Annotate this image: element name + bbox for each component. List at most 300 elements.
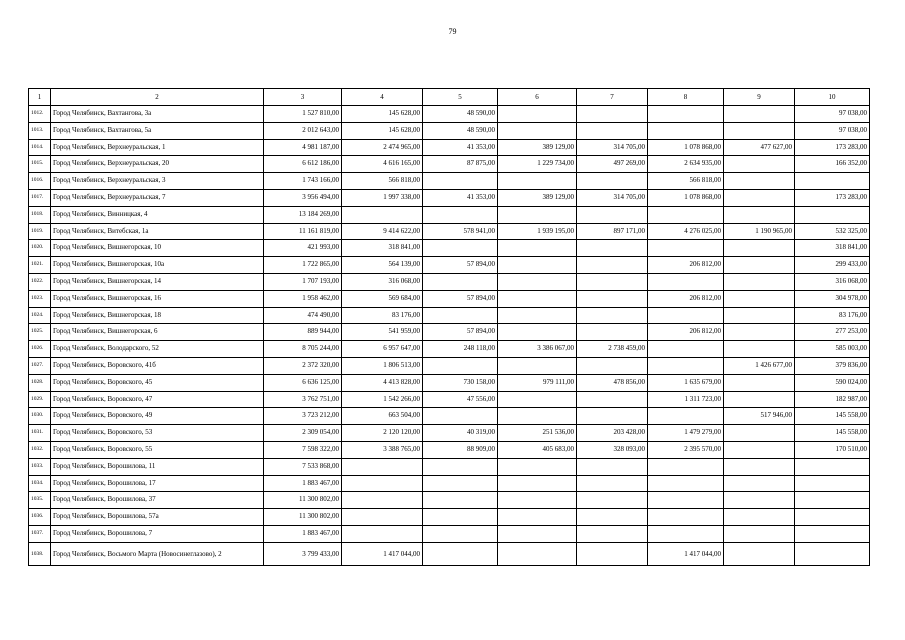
amount-cell: 3 723 212,00 [264,408,342,425]
table-row [29,374,870,391]
amount-cell: 8 705 244,00 [264,341,342,358]
amount-cell [498,542,577,565]
address-cell: Город Челябинск, Верхнеуральская, 20 [51,156,264,173]
row-number-cell: 1036. [29,509,51,526]
amount-cell [648,525,724,542]
amount-cell: 389 129,00 [498,189,577,206]
amount-cell [724,374,795,391]
amount-cell: 314 705,00 [577,139,648,156]
amount-cell [423,458,498,475]
amount-cell [423,307,498,324]
amount-cell: 569 684,00 [342,290,423,307]
amount-cell [724,273,795,290]
address-cell: Город Челябинск, Верхнеуральская, 7 [51,189,264,206]
amount-cell: 145 628,00 [342,106,423,123]
amount-cell: 1 417 044,00 [648,542,724,565]
address-cell: Город Челябинск, Верхнеуральская, 3 [51,173,264,190]
amount-cell: 7 598 322,00 [264,441,342,458]
amount-cell [724,189,795,206]
row-number-cell: 1026. [29,341,51,358]
row-number-cell: 1030. [29,408,51,425]
row-number-cell: 1025. [29,324,51,341]
row-number-cell: 1034. [29,475,51,492]
amount-cell: 3 388 765,00 [342,441,423,458]
table-row [29,173,870,190]
amount-cell: 2 474 965,00 [342,139,423,156]
address-cell: Город Челябинск, Винницкая, 4 [51,206,264,223]
amount-cell: 318 841,00 [342,240,423,257]
amount-cell [648,492,724,509]
amount-cell: 40 319,00 [423,425,498,442]
amount-cell: 206 812,00 [648,324,724,341]
amount-cell [724,106,795,123]
amount-cell: 979 111,00 [498,374,577,391]
column-header-10: 10 [795,89,870,106]
table-row [29,458,870,475]
amount-cell: 182 987,00 [795,391,870,408]
amount-cell [577,106,648,123]
amount-cell [795,173,870,190]
address-cell: Город Челябинск, Воровского, 41б [51,357,264,374]
address-cell: Город Челябинск, Ворошилова, 17 [51,475,264,492]
table-row [29,156,870,173]
amount-cell [724,307,795,324]
address-cell: Город Челябинск, Вишнегорская, 18 [51,307,264,324]
column-header-2: 2 [51,89,264,106]
amount-cell [724,290,795,307]
amount-cell: 389 129,00 [498,139,577,156]
amount-cell: 1 078 868,00 [648,139,724,156]
row-number-cell: 1014. [29,139,51,156]
amount-cell: 1 542 266,00 [342,391,423,408]
amount-cell [423,173,498,190]
amount-cell [648,106,724,123]
amount-cell: 3 799 433,00 [264,542,342,565]
amount-cell [724,206,795,223]
amount-cell [648,509,724,526]
row-number-cell: 1022. [29,273,51,290]
amount-cell [577,290,648,307]
row-number-cell: 1017. [29,189,51,206]
amount-cell: 41 353,00 [423,139,498,156]
row-number-cell: 1012. [29,106,51,123]
amount-cell: 1 743 166,00 [264,173,342,190]
column-header-6: 6 [498,89,577,106]
amount-cell [795,475,870,492]
amount-cell [724,475,795,492]
amount-cell: 889 944,00 [264,324,342,341]
address-cell: Город Челябинск, Витебская, 1а [51,223,264,240]
amount-cell: 1 229 734,00 [498,156,577,173]
amount-cell [577,542,648,565]
table-row [29,240,870,257]
amount-cell: 517 946,00 [724,408,795,425]
table-row [29,475,870,492]
amount-cell: 1 527 810,00 [264,106,342,123]
amount-cell: 13 184 269,00 [264,206,342,223]
amount-cell [423,273,498,290]
row-number-cell: 1019. [29,223,51,240]
table-row [29,357,870,374]
column-header-3: 3 [264,89,342,106]
amount-cell: 41 353,00 [423,189,498,206]
amount-cell: 145 558,00 [795,408,870,425]
data-table [28,88,870,566]
amount-cell: 314 705,00 [577,189,648,206]
address-cell: Город Челябинск, Воровского, 49 [51,408,264,425]
amount-cell: 4 616 165,00 [342,156,423,173]
column-header-4: 4 [342,89,423,106]
table-row [29,189,870,206]
amount-cell [498,257,577,274]
amount-cell [795,206,870,223]
address-cell: Город Челябинск, Вишнегорская, 16 [51,290,264,307]
address-cell: Город Челябинск, Воровского, 45 [51,374,264,391]
amount-cell [577,206,648,223]
amount-cell [423,525,498,542]
amount-cell: 541 959,00 [342,324,423,341]
row-number-cell: 1021. [29,257,51,274]
amount-cell [498,307,577,324]
amount-cell [648,240,724,257]
table-body [29,89,870,566]
amount-cell [498,324,577,341]
amount-cell: 173 283,00 [795,139,870,156]
table-row [29,525,870,542]
amount-cell [498,509,577,526]
amount-cell [648,122,724,139]
amount-cell: 578 941,00 [423,223,498,240]
row-number-cell: 1020. [29,240,51,257]
amount-cell [423,509,498,526]
column-header-9: 9 [724,89,795,106]
amount-cell: 3 956 494,00 [264,189,342,206]
row-number-cell: 1037. [29,525,51,542]
address-cell: Город Челябинск, Ворошилова, 7 [51,525,264,542]
amount-cell: 83 176,00 [342,307,423,324]
amount-cell: 1 190 965,00 [724,223,795,240]
amount-cell: 4 276 025,00 [648,223,724,240]
amount-cell: 87 875,00 [423,156,498,173]
amount-cell [724,425,795,442]
amount-cell [724,341,795,358]
amount-cell: 897 171,00 [577,223,648,240]
address-cell: Город Челябинск, Ворошилова, 37 [51,492,264,509]
amount-cell [498,173,577,190]
amount-cell: 2 738 459,00 [577,341,648,358]
amount-cell [342,475,423,492]
row-number-cell: 1031. [29,425,51,442]
amount-cell: 4 413 828,00 [342,374,423,391]
amount-cell: 1 311 723,00 [648,391,724,408]
amount-cell: 3 386 067,00 [498,341,577,358]
row-number-cell: 1013. [29,122,51,139]
address-cell: Город Челябинск, Вахтангова, 3а [51,106,264,123]
amount-cell [577,391,648,408]
amount-cell: 57 894,00 [423,290,498,307]
amount-cell [724,525,795,542]
amount-cell: 83 176,00 [795,307,870,324]
amount-cell: 248 118,00 [423,341,498,358]
amount-cell: 304 978,00 [795,290,870,307]
amount-cell [577,324,648,341]
amount-cell: 88 909,00 [423,441,498,458]
address-cell: Город Челябинск, Вишнегорская, 10 [51,240,264,257]
amount-cell [795,509,870,526]
amount-cell [342,458,423,475]
address-cell: Город Челябинск, Вишнегорская, 6 [51,324,264,341]
amount-cell [724,122,795,139]
amount-cell: 566 818,00 [342,173,423,190]
row-number-cell: 1033. [29,458,51,475]
address-cell: Город Челябинск, Восьмого Марта (Новосинеглазово), 2 [51,542,264,565]
amount-cell [648,357,724,374]
amount-cell: 2 012 643,00 [264,122,342,139]
amount-cell: 277 253,00 [795,324,870,341]
amount-cell [648,408,724,425]
amount-cell: 1 078 868,00 [648,189,724,206]
row-number-cell: 1023. [29,290,51,307]
amount-cell [795,458,870,475]
amount-cell: 585 003,00 [795,341,870,358]
row-number-cell: 1018. [29,206,51,223]
amount-cell [724,492,795,509]
amount-cell [498,458,577,475]
amount-cell: 11 300 802,00 [264,492,342,509]
amount-cell: 206 812,00 [648,290,724,307]
amount-cell [577,173,648,190]
amount-cell: 203 428,00 [577,425,648,442]
table-row [29,408,870,425]
amount-cell: 663 504,00 [342,408,423,425]
amount-cell: 1 806 513,00 [342,357,423,374]
amount-cell [577,307,648,324]
amount-cell [795,542,870,565]
amount-cell: 1 426 677,00 [724,357,795,374]
amount-cell [724,542,795,565]
amount-cell: 564 139,00 [342,257,423,274]
amount-cell [423,206,498,223]
amount-cell [342,525,423,542]
amount-cell [795,492,870,509]
amount-cell [648,307,724,324]
amount-cell [498,357,577,374]
row-number-cell: 1024. [29,307,51,324]
amount-cell [498,122,577,139]
table-row [29,273,870,290]
address-cell: Город Челябинск, Ворошилова, 57а [51,509,264,526]
table-row [29,206,870,223]
amount-cell: 1 883 467,00 [264,525,342,542]
address-cell: Город Челябинск, Вахтангова, 5а [51,122,264,139]
column-header-1: 1 [29,89,51,106]
table-row [29,106,870,123]
amount-cell: 97 038,00 [795,106,870,123]
amount-cell [648,206,724,223]
amount-cell: 474 490,00 [264,307,342,324]
amount-cell: 4 981 187,00 [264,139,342,156]
amount-cell: 1 707 193,00 [264,273,342,290]
table-row [29,341,870,358]
row-number-cell: 1028. [29,374,51,391]
amount-cell [423,240,498,257]
amount-cell: 590 024,00 [795,374,870,391]
amount-cell: 1 939 195,00 [498,223,577,240]
amount-cell: 316 068,00 [342,273,423,290]
amount-cell: 251 536,00 [498,425,577,442]
column-header-5: 5 [423,89,498,106]
amount-cell: 497 269,00 [577,156,648,173]
amount-cell: 316 068,00 [795,273,870,290]
amount-cell [724,391,795,408]
amount-cell: 328 093,00 [577,441,648,458]
amount-cell [423,492,498,509]
amount-cell: 9 414 622,00 [342,223,423,240]
amount-cell: 173 283,00 [795,189,870,206]
amount-cell: 1 479 279,00 [648,425,724,442]
amount-cell [724,324,795,341]
amount-cell [577,357,648,374]
address-cell: Город Челябинск, Верхнеуральская, 1 [51,139,264,156]
amount-cell: 1 417 044,00 [342,542,423,565]
amount-cell [648,273,724,290]
address-cell: Город Челябинск, Воровского, 47 [51,391,264,408]
amount-cell [498,475,577,492]
amount-cell [724,240,795,257]
address-cell: Город Челябинск, Ворошилова, 11 [51,458,264,475]
table-row [29,542,870,565]
amount-cell: 206 812,00 [648,257,724,274]
table-row [29,441,870,458]
amount-cell: 2 395 570,00 [648,441,724,458]
amount-cell [498,106,577,123]
amount-cell: 2 372 320,00 [264,357,342,374]
amount-cell: 532 325,00 [795,223,870,240]
amount-cell [423,408,498,425]
amount-cell: 318 841,00 [795,240,870,257]
amount-cell [498,290,577,307]
amount-cell: 166 352,00 [795,156,870,173]
address-cell: Город Челябинск, Вишнегорская, 14 [51,273,264,290]
amount-cell [498,240,577,257]
amount-cell [724,257,795,274]
amount-cell [724,458,795,475]
amount-cell [498,206,577,223]
amount-cell: 11 300 802,00 [264,509,342,526]
table-row [29,257,870,274]
amount-cell: 170 510,00 [795,441,870,458]
amount-cell: 145 628,00 [342,122,423,139]
table-row [29,122,870,139]
amount-cell [724,173,795,190]
amount-cell: 477 627,00 [724,139,795,156]
row-number-cell: 1016. [29,173,51,190]
amount-cell [498,391,577,408]
amount-cell: 2 309 054,00 [264,425,342,442]
page-number: 79 [448,27,457,36]
row-number-cell: 1015. [29,156,51,173]
amount-cell [498,525,577,542]
table-row [29,509,870,526]
address-cell: Город Челябинск, Володарского, 52 [51,341,264,358]
row-number-cell: 1038. [29,542,51,565]
amount-cell [648,341,724,358]
amount-cell: 2 634 935,00 [648,156,724,173]
amount-cell [724,441,795,458]
column-header-7: 7 [577,89,648,106]
table-row [29,425,870,442]
amount-cell: 1 958 462,00 [264,290,342,307]
amount-cell [577,458,648,475]
amount-cell: 1 635 679,00 [648,374,724,391]
amount-cell [498,273,577,290]
amount-cell: 97 038,00 [795,122,870,139]
address-cell: Город Челябинск, Воровского, 55 [51,441,264,458]
table-row [29,324,870,341]
row-number-cell: 1029. [29,391,51,408]
amount-cell: 3 762 751,00 [264,391,342,408]
amount-cell [577,122,648,139]
amount-cell: 478 856,00 [577,374,648,391]
amount-cell [577,525,648,542]
amount-cell [423,357,498,374]
amount-cell [577,475,648,492]
amount-cell [342,509,423,526]
amount-cell: 730 158,00 [423,374,498,391]
amount-cell [577,273,648,290]
amount-cell [577,408,648,425]
amount-cell [423,542,498,565]
amount-cell: 48 590,00 [423,122,498,139]
amount-cell [795,525,870,542]
amount-cell: 2 120 120,00 [342,425,423,442]
amount-cell [724,156,795,173]
table-row [29,223,870,240]
amount-cell: 48 590,00 [423,106,498,123]
amount-cell [724,509,795,526]
amount-cell [498,408,577,425]
address-cell: Город Челябинск, Воровского, 53 [51,425,264,442]
amount-cell: 7 533 868,00 [264,458,342,475]
table-row [29,492,870,509]
amount-cell: 566 818,00 [648,173,724,190]
amount-cell: 421 993,00 [264,240,342,257]
amount-cell: 405 683,00 [498,441,577,458]
amount-cell [577,509,648,526]
table-row [29,307,870,324]
amount-cell: 57 894,00 [423,257,498,274]
amount-cell: 6 957 647,00 [342,341,423,358]
table-row [29,290,870,307]
address-cell: Город Челябинск, Вишнегорская, 10а [51,257,264,274]
amount-cell: 145 558,00 [795,425,870,442]
amount-cell: 47 556,00 [423,391,498,408]
amount-cell: 1 883 467,00 [264,475,342,492]
row-number-cell: 1027. [29,357,51,374]
amount-cell [342,206,423,223]
amount-cell [498,492,577,509]
amount-cell: 6 612 186,00 [264,156,342,173]
row-number-cell: 1035. [29,492,51,509]
amount-cell [648,458,724,475]
amount-cell [577,492,648,509]
table-row [29,139,870,156]
table-row [29,391,870,408]
amount-cell: 6 636 125,00 [264,374,342,391]
amount-cell: 1 997 338,00 [342,189,423,206]
amount-cell [577,257,648,274]
amount-cell: 1 722 865,00 [264,257,342,274]
